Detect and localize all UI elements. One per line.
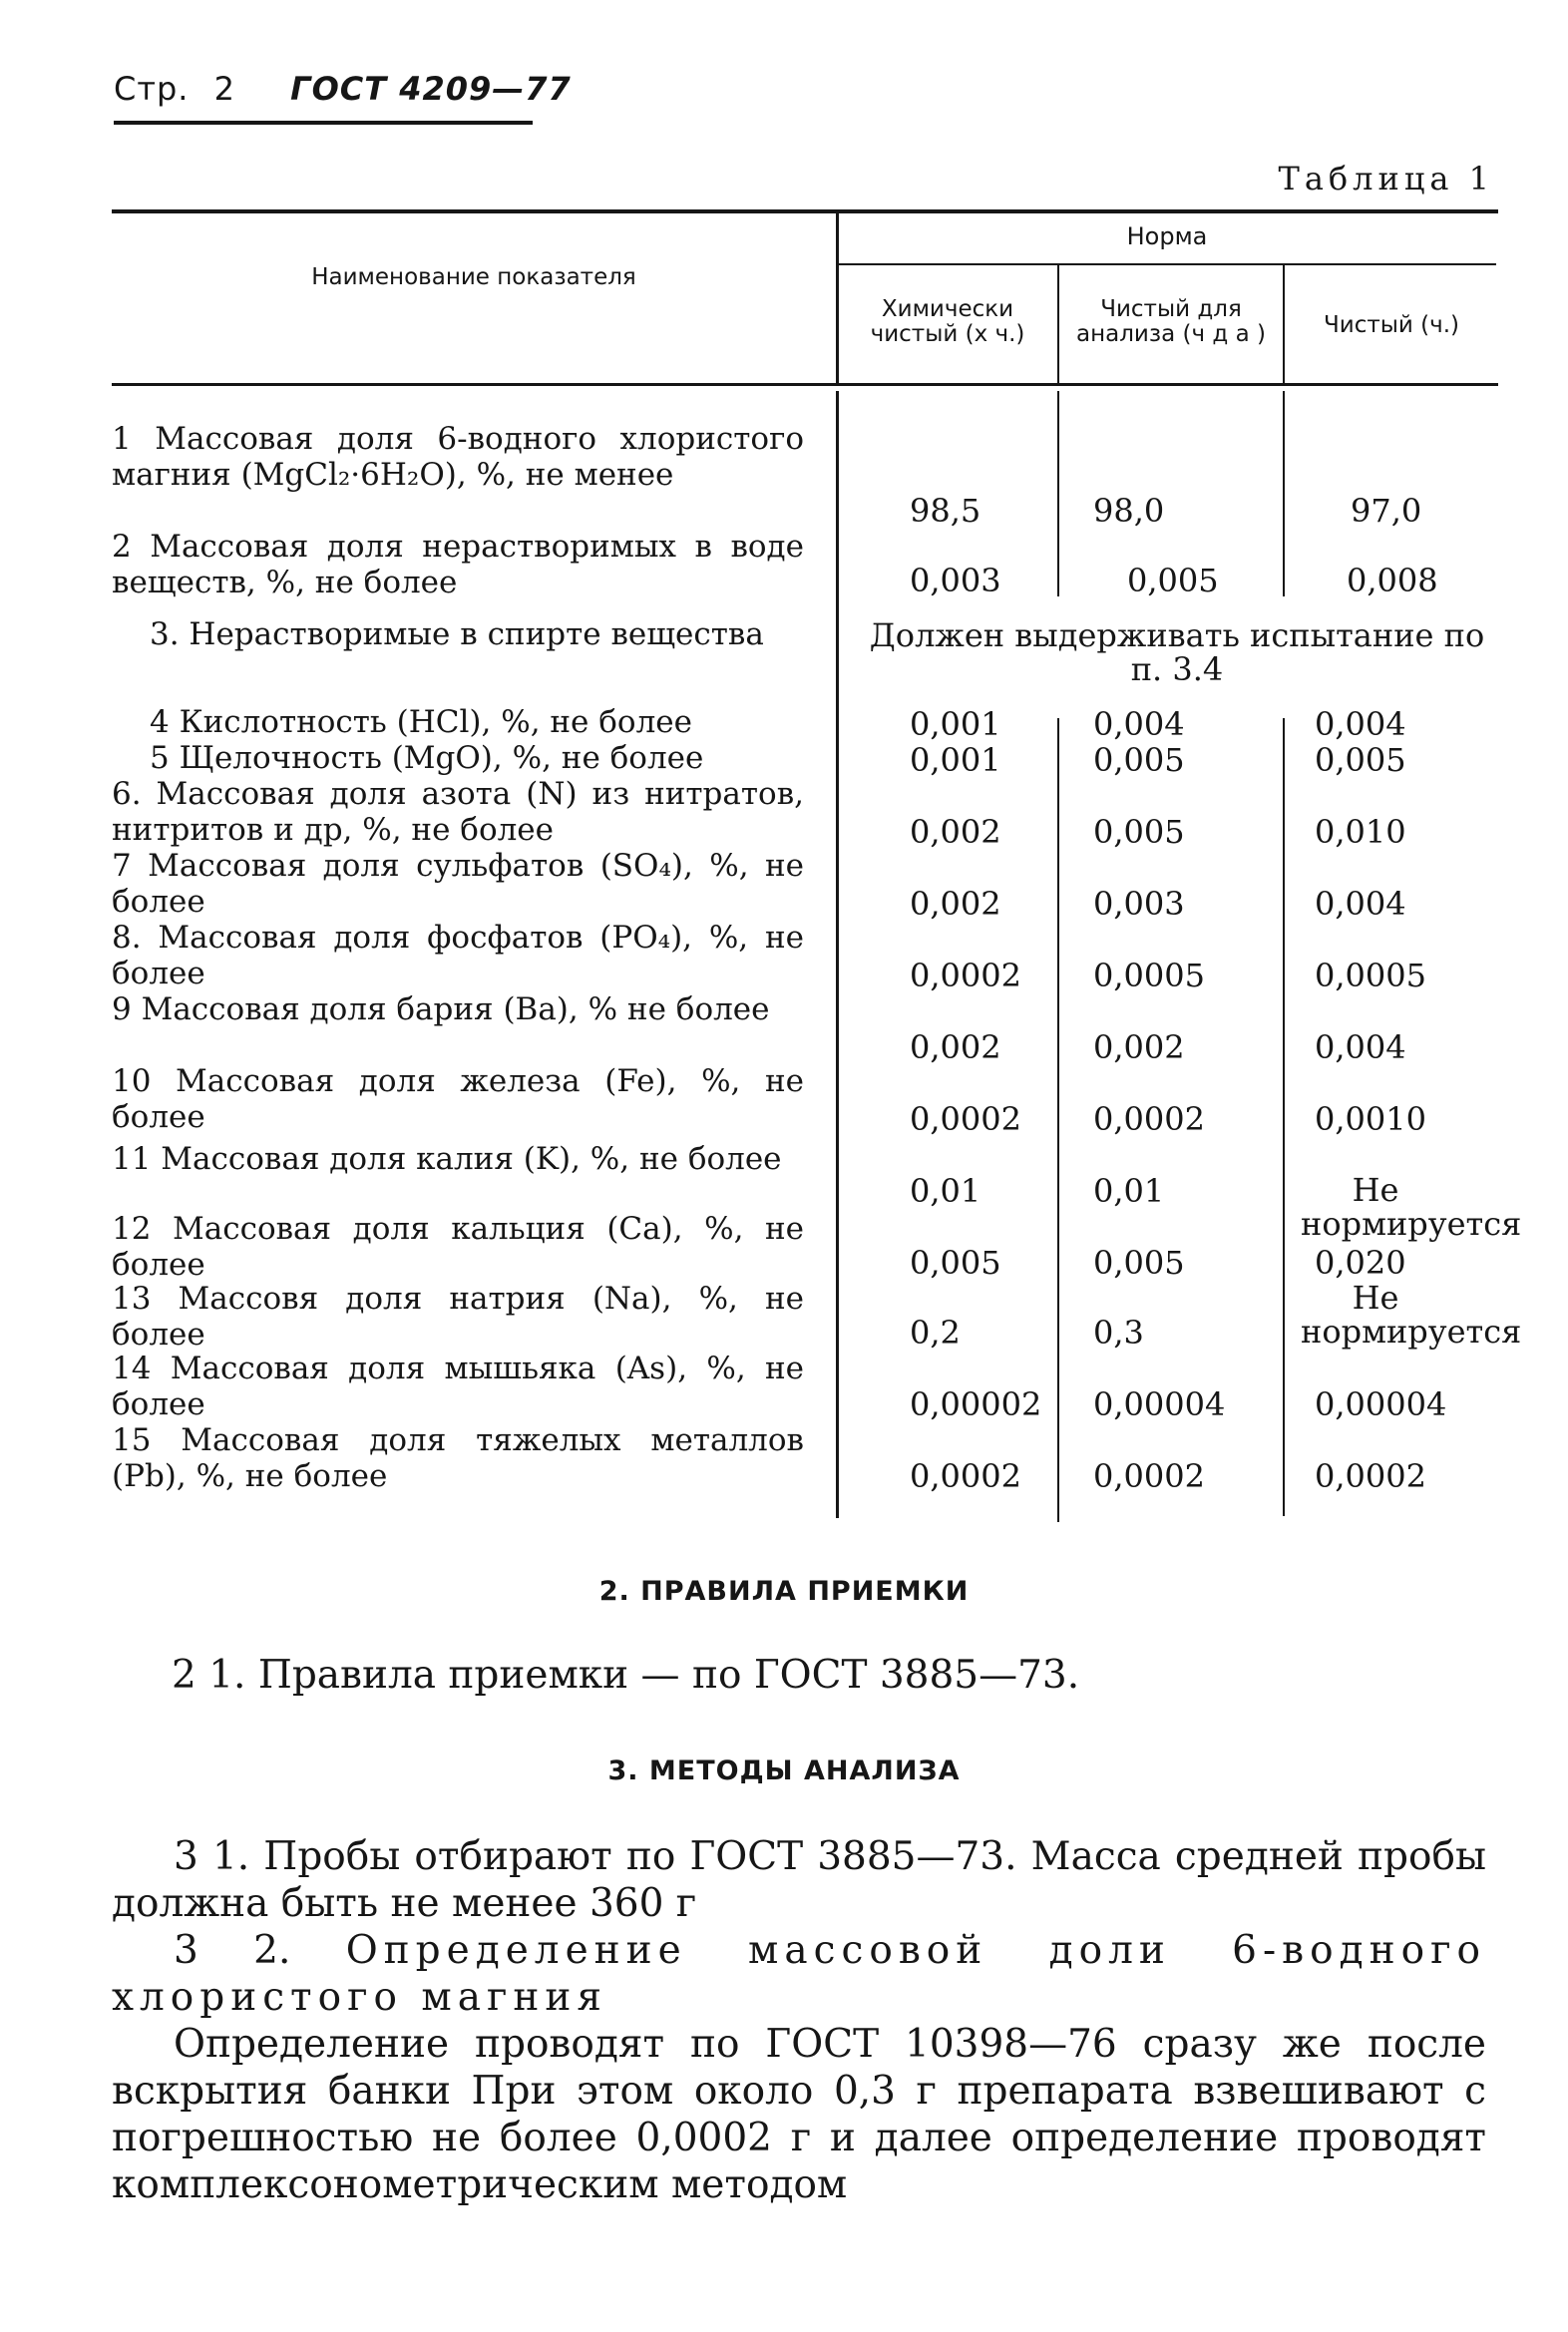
table-cell: 0,01 (910, 1172, 981, 1210)
norm-header-rule (838, 263, 1496, 265)
table-cell: 0,3 (1093, 1314, 1144, 1352)
table-cell: 0,005 (910, 1244, 1001, 1282)
table-divider-col12-b (1057, 718, 1059, 1522)
table-row-label: 13 Массовя доля натрия (Na), %, не более (112, 1281, 804, 1353)
table-row-label: 3. Нерастворимые в спирте вещества (150, 616, 764, 652)
table-row-label: 11 Массовая доля калия (K), %, не более (112, 1141, 782, 1177)
table-top-rule (112, 209, 1498, 213)
table-cell: 0,0002 (910, 957, 1021, 994)
table-cell: 0,002 (910, 813, 1001, 851)
section-2-paragraph: 2 1. Правила приемки — по ГОСТ 3885—73. (172, 1653, 1080, 1698)
table-divider-col23-head (1283, 265, 1285, 383)
table-cell: 0,0005 (1093, 957, 1205, 994)
table-divider-col12-a (1057, 391, 1059, 596)
table-cell: 0,005 (1127, 562, 1219, 599)
table-cell: 0,00004 (1315, 1385, 1447, 1423)
table-cell: 0,0002 (910, 1100, 1021, 1138)
table-row-label: 15 Массовая доля тяжелых металлов (Pb), %, не более (112, 1422, 804, 1494)
table-row-label: 12 Массовая доля кальция (Ca), %, не более (112, 1211, 804, 1283)
table-divider-col12-head (1057, 265, 1059, 383)
table-divider-col23-a (1283, 391, 1285, 596)
clause-heading: Определение массовой доли 6-водного хлористого магния (112, 1928, 1486, 2020)
table-cell: 0,004 (1315, 1028, 1406, 1066)
table-divider-name-body (836, 391, 839, 1518)
table-cell: 98,0 (1093, 492, 1165, 530)
table-cell: 0,004 (1315, 705, 1406, 743)
table-cell: 0,0002 (1093, 1457, 1205, 1495)
table-cell: 0,005 (1315, 741, 1406, 779)
table-cell: 0,001 (910, 741, 1001, 779)
column-header-name: Наименование показателя (311, 264, 636, 290)
section-2-title: 2. ПРАВИЛА ПРИЕМКИ (598, 1576, 970, 1607)
table-cell: 0,00002 (910, 1385, 1042, 1423)
column-header-norm: Норма (1126, 222, 1208, 250)
table-cell: 0,003 (910, 562, 1001, 599)
table-row-label: 8. Массовая доля фосфатов (PO₄), %, не более (112, 920, 804, 991)
column-header-pure: Чистый (ч.) (1323, 312, 1460, 338)
page-number: 2 (213, 70, 235, 108)
table-cell: 0,2 (910, 1314, 961, 1352)
table-cell: 0,0002 (910, 1457, 1021, 1495)
table-cell: 0,002 (910, 885, 1001, 923)
table-cell: 0,008 (1347, 562, 1438, 599)
table-cell: 97,0 (1351, 492, 1422, 530)
table-row-label: 1 Массовая доля 6-водного хлористого магния (MgCl₂·6H₂O), %, не менее (112, 421, 804, 493)
running-header (114, 70, 572, 108)
section-3-title: 3. МЕТОДЫ АНАЛИЗА (607, 1755, 961, 1786)
column-header-analytical-grade: Чистый для анализа (ч д а ) (1076, 296, 1266, 348)
header-rule (114, 121, 533, 125)
table-cell: 0,003 (1093, 885, 1185, 923)
page-label: Стр. (114, 70, 190, 108)
section-3-paragraph-1: 3 1. Пробы отбирают по ГОСТ 3885—73. Масса средней пробы должна быть не менее 360 г (112, 1834, 1486, 1926)
table-cell: 0,001 (910, 705, 1001, 743)
table-cell: 0,005 (1093, 813, 1185, 851)
table-cell: 0,004 (1315, 885, 1406, 923)
table-row-label: 14 Массовая доля мышьяка (As), %, не более (112, 1351, 804, 1422)
table-caption: Таблица 1 (1278, 160, 1494, 197)
table-cell: 0,020 (1315, 1244, 1406, 1282)
table-cell: 0,002 (1093, 1028, 1185, 1066)
table-cell: 0,010 (1315, 813, 1406, 851)
table-cell: 0,0002 (1315, 1457, 1426, 1495)
table-cell: 0,005 (1093, 741, 1185, 779)
table-divider-col23-b (1283, 718, 1285, 1516)
table-cell: 0,00004 (1093, 1385, 1226, 1423)
clause-number: 3 2. (174, 1928, 291, 1973)
table-row-label: 9 Массовая доля бария (Ba), % не более (112, 991, 770, 1027)
standard-number: ГОСТ 4209—77 (290, 70, 572, 108)
table-cell: 0,002 (910, 1028, 1001, 1066)
table-cell: 98,5 (910, 492, 981, 530)
table-row-label: 4 Кислотность (HCl), %, не более (150, 704, 692, 740)
table-cell: 0,0010 (1315, 1100, 1426, 1138)
table-row-label: 5 Щелочность (MgO), %, не более (150, 740, 704, 776)
table-row-label: 10 Массовая доля железа (Fe), %, не более (112, 1063, 804, 1135)
table-cell: 0,004 (1093, 705, 1185, 743)
table-cell: 0,005 (1093, 1244, 1185, 1282)
table-cell-multiline: Не нормируется (1301, 1171, 1522, 1243)
column-header-chemically-pure: Химически чистый (х ч.) (870, 296, 1025, 348)
table-header-bottom-rule (112, 383, 1498, 386)
table-cell: 0,0005 (1315, 957, 1426, 994)
table-cell: 0,0002 (1093, 1100, 1205, 1138)
table-cell-span: Должен выдерживать испытание по п. 3.4 (869, 616, 1485, 688)
section-3-paragraph-3: Определение проводят по ГОСТ 10398—76 сразу же после вскрытия банки При этом около 0,3 г препарата взвешивают с погрешностью не более 0,0002 г и далее определение проводят комплексонометрическим методом (112, 2022, 1486, 2207)
table-row-label: 7 Массовая доля сульфатов (SO₄), %, не более (112, 848, 804, 920)
table-row-label: 2 Массовая доля нерастворимых в воде веществ, %, не более (112, 529, 804, 600)
table-cell-multiline: Не нормируется (1301, 1279, 1522, 1351)
section-3-paragraph-2 (112, 1927, 1486, 2021)
table-row-label: 6. Массовая доля азота (N) из нитратов, нитритов и др, %, не более (112, 776, 804, 848)
table-cell: 0,01 (1093, 1172, 1165, 1210)
